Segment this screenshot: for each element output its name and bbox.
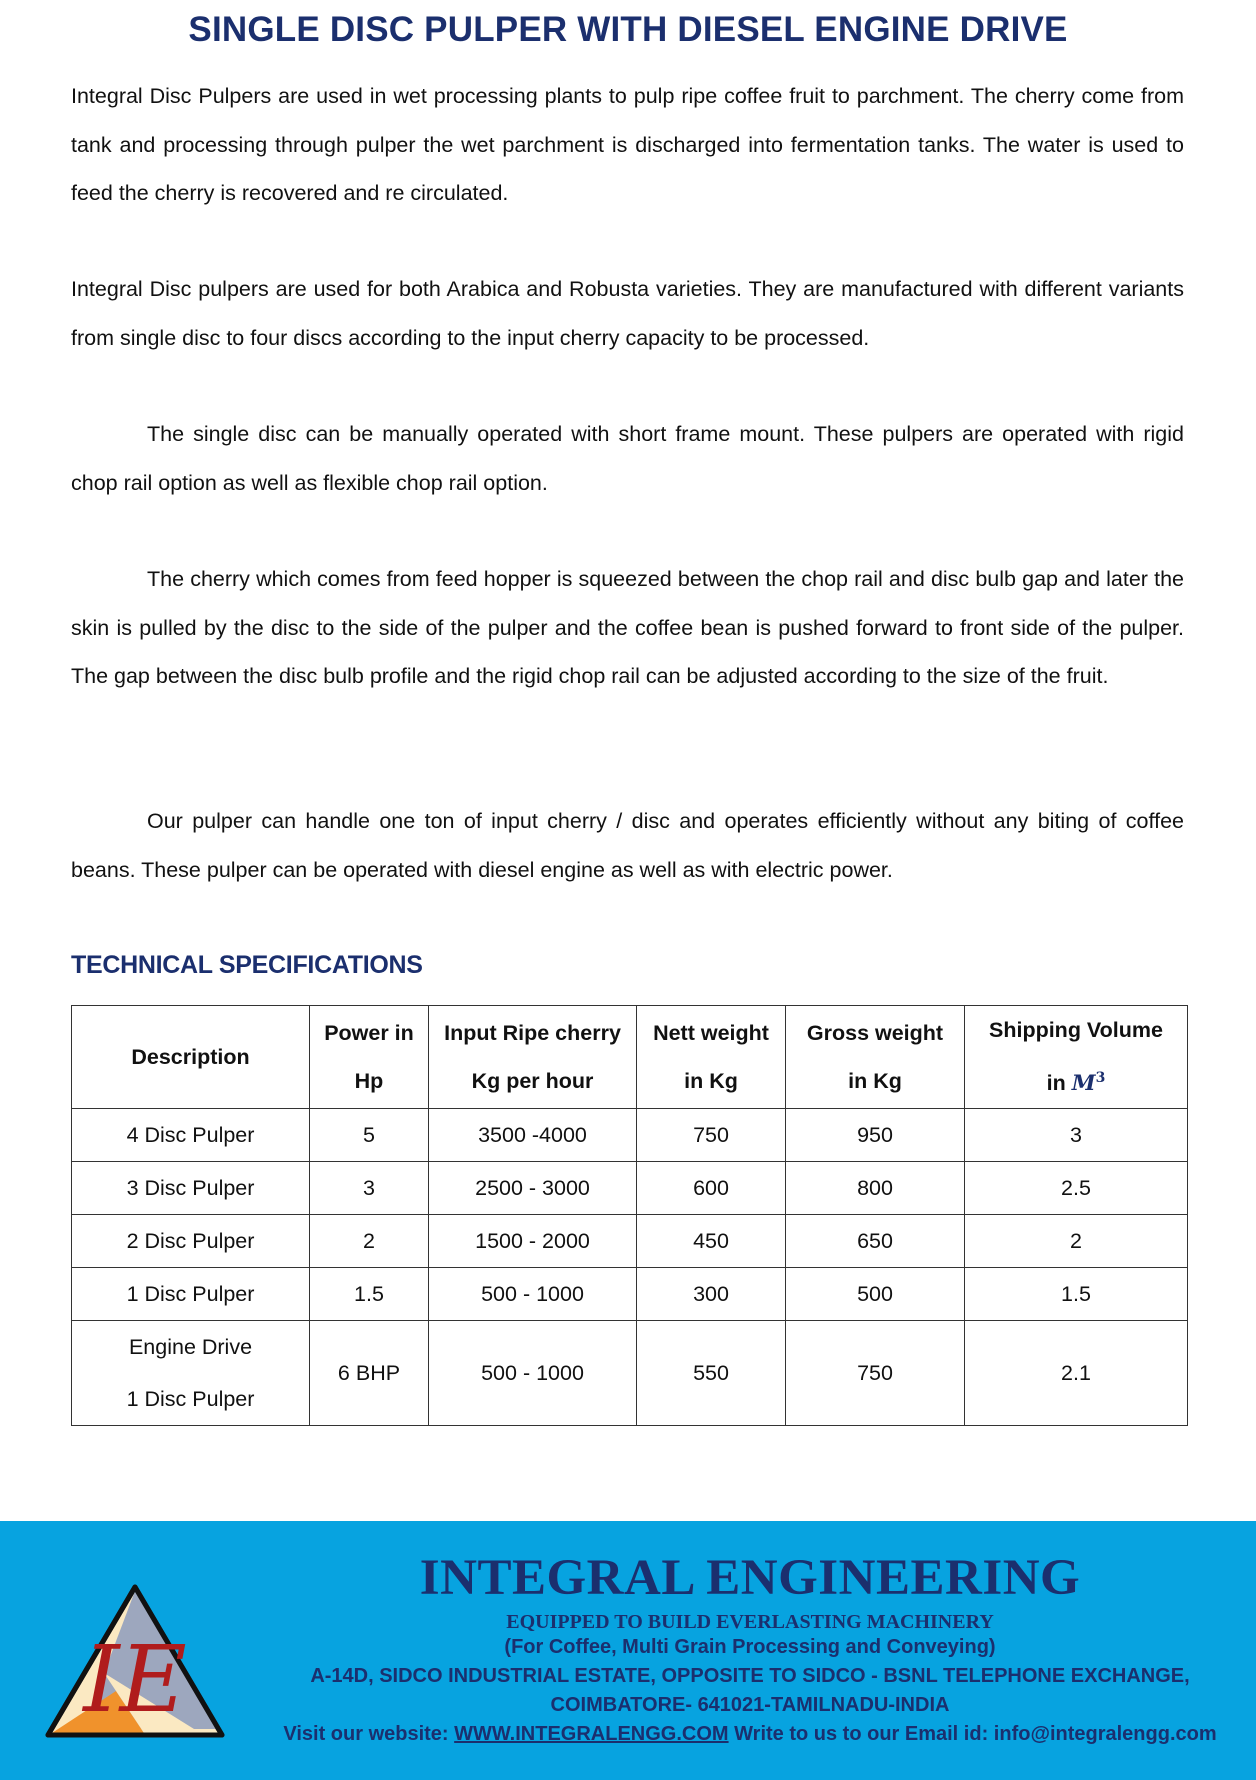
intro-paragraph: Integral Disc Pulpers are used in wet processing plants to pulp ripe coffee fruit to parchment. The cherry come from tank and processing through pulper the wet parchment is discharged into fermentation tanks. The water is used to feed the cherry is recovered and re circulated. xyxy=(71,84,1184,205)
process-paragraph: The cherry which comes from feed hopper is squeezed between the chop rail and disc bulb gap and later the skin is pulled by the disc to the side of the pulper and the coffee bean is pushed forward to front side of the pulper. The gap between the disc bulb profile and the rigid chop rail can be adjusted according to the size of the fruit. xyxy=(71,567,1184,688)
varieties-paragraph: Integral Disc pulpers are used for both Arabica and Robusta varieties. They are manufactured with different variants from single disc to four discs according to the input cherry capacity to be processed. xyxy=(71,277,1184,350)
contact-line xyxy=(260,1723,1240,1746)
table-cell-nett-weight: 750 xyxy=(637,1109,786,1162)
table-cell-nett-weight: 600 xyxy=(637,1162,786,1215)
company-logo xyxy=(44,1583,226,1741)
table-cell-nett-weight: 550 xyxy=(637,1321,786,1426)
table-row-engine-drive xyxy=(72,1321,1188,1426)
table-cell-description: 3 Disc Pulper xyxy=(72,1162,310,1215)
table-cell-shipping-volume: 2 xyxy=(965,1215,1188,1268)
table-cell-power: 5 xyxy=(310,1109,429,1162)
address-line-2: COIMBATORE- 641021-TAMILNADU-INDIA xyxy=(550,1694,950,1716)
email-address[interactable]: info@integralengg.com xyxy=(993,1723,1217,1745)
table-cell-shipping-volume: 1.5 xyxy=(965,1268,1188,1321)
table-cell-description: 4 Disc Pulper xyxy=(72,1109,310,1162)
page-title: SINGLE DISC PULPER WITH DIESEL ENGINE DRIVE xyxy=(188,10,1068,49)
single-disc-paragraph: The single disc can be manually operated with short frame mount. These pulpers are operated with rigid chop rail option as well as flexible chop rail option. xyxy=(71,422,1184,495)
table-row xyxy=(72,1268,1188,1321)
table-cell-gross-weight: 800 xyxy=(786,1162,965,1215)
table-cell-gross-weight: 950 xyxy=(786,1109,965,1162)
specs-table xyxy=(71,1005,1188,1426)
header-description: Description xyxy=(72,1006,310,1109)
table-cell-gross-weight: 650 xyxy=(786,1215,965,1268)
table-cell-nett-weight: 300 xyxy=(637,1268,786,1321)
table-cell-nett-weight: 450 xyxy=(637,1215,786,1268)
table-cell-input: 500 - 1000 xyxy=(429,1268,637,1321)
visit-label: Visit our website: xyxy=(283,1723,449,1745)
write-label: Write to us to our Email id: xyxy=(734,1723,989,1745)
header-gross-weight: Gross weight in Kg xyxy=(786,1006,965,1109)
table-cell-input: 500 - 1000 xyxy=(429,1321,637,1426)
table-row xyxy=(72,1215,1188,1268)
specs-heading: TECHNICAL SPECIFICATIONS xyxy=(71,951,423,979)
table-cell-gross-weight: 750 xyxy=(786,1321,965,1426)
svg-text:IE: IE xyxy=(83,1626,187,1733)
table-cell-gross-weight: 500 xyxy=(786,1268,965,1321)
header-input: Input Ripe cherry Kg per hour xyxy=(429,1006,637,1109)
footer-banner xyxy=(0,1521,1256,1780)
table-cell-shipping-volume: 2.5 xyxy=(965,1162,1188,1215)
table-cell-description: 2 Disc Pulper xyxy=(72,1215,310,1268)
table-cell-power: 2 xyxy=(310,1215,429,1268)
table-cell-description: Engine Drive 1 Disc Pulper xyxy=(72,1321,310,1426)
table-cell-input: 1500 - 2000 xyxy=(429,1215,637,1268)
table-cell-power: 1.5 xyxy=(310,1268,429,1321)
table-cell-shipping-volume: 2.1 xyxy=(965,1321,1188,1426)
capacity-paragraph: Our pulper can handle one ton of input cherry / disc and operates efficiently without any biting of coffee beans. These pulper can be operated with diesel engine as well as with electric power. xyxy=(71,809,1184,882)
company-tagline: EQUIPPED TO BUILD EVERLASTING MACHINERY xyxy=(506,1611,994,1633)
table-row xyxy=(72,1162,1188,1215)
table-cell-shipping-volume: 3 xyxy=(965,1109,1188,1162)
company-name: INTEGRAL ENGINEERING xyxy=(419,1550,1081,1606)
company-subtitle: (For Coffee, Multi Grain Processing and Conveying) xyxy=(504,1636,996,1658)
header-shipping-volume: Shipping Volume in $M^3$ xyxy=(965,1006,1188,1109)
table-cell-input: 2500 - 3000 xyxy=(429,1162,637,1215)
table-cell-description: 1 Disc Pulper xyxy=(72,1268,310,1321)
website-link[interactable]: WWW.INTEGRALENGG.COM xyxy=(454,1723,729,1745)
header-nett-weight: Nett weight in Kg xyxy=(637,1006,786,1109)
header-power: Power in Hp xyxy=(310,1006,429,1109)
table-header-row xyxy=(72,1006,1188,1109)
table-row xyxy=(72,1109,1188,1162)
table-cell-power: 6 BHP xyxy=(310,1321,429,1426)
address-line-1: A-14D, SIDCO INDUSTRIAL ESTATE, OPPOSITE TO SIDCO - BSNL TELEPHONE EXCHANGE, xyxy=(310,1665,1190,1687)
table-cell-input: 3500 -4000 xyxy=(429,1109,637,1162)
table-cell-power: 3 xyxy=(310,1162,429,1215)
